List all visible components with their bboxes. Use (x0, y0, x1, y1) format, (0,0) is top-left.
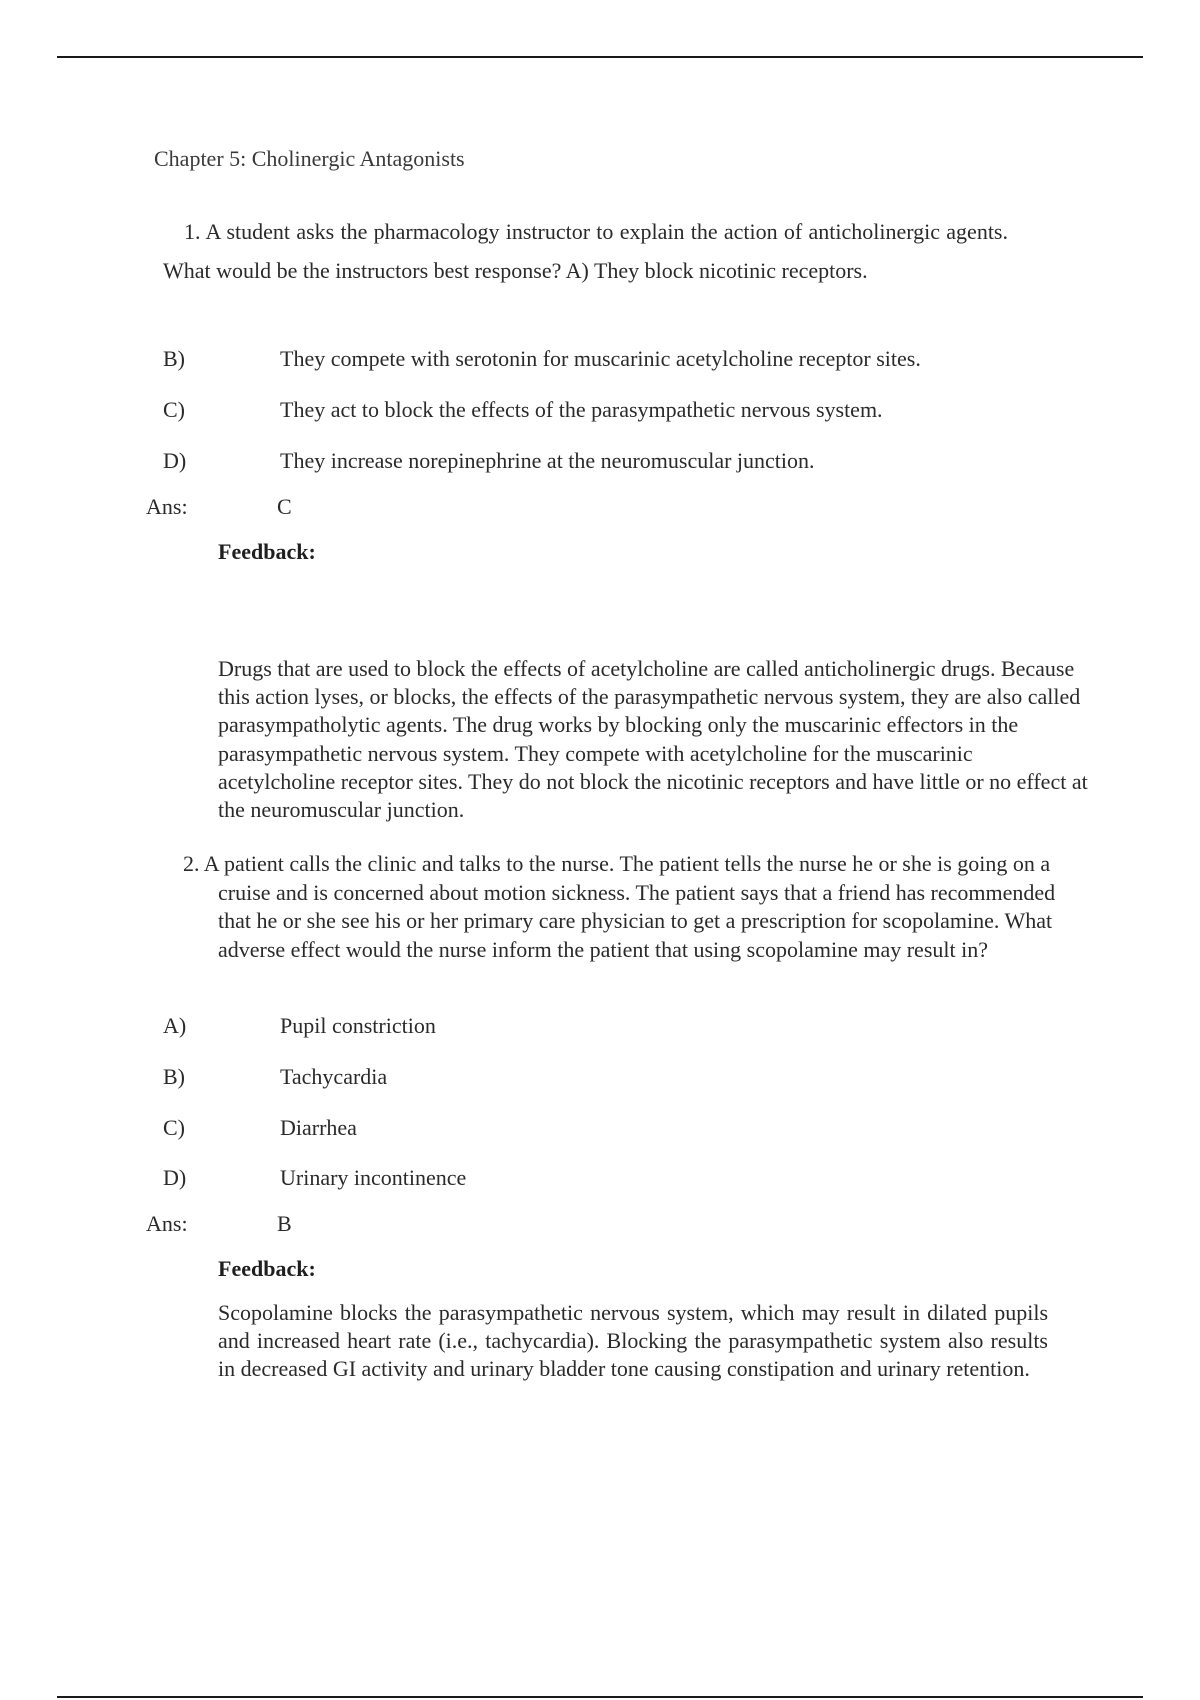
footer-rule (57, 1696, 1143, 1698)
q2-option-a-letter: A) (163, 1013, 187, 1038)
q1-option-d-letter: D) (163, 448, 187, 473)
q2-option-c-letter: C) (163, 1115, 185, 1140)
q2-option-b-text: Tachycardia (280, 1064, 388, 1089)
q1-answer-label: Ans: (146, 494, 188, 519)
q2-answer-label: Ans: (146, 1211, 188, 1236)
q1-option-c-letter: C) (163, 397, 185, 422)
chapter-title: Chapter 5: Cholinergic Antagonists (154, 146, 465, 171)
q1-option-b-text: They compete with serotonin for muscarinic acetylcholine receptor sites. (280, 346, 921, 371)
header-rule (57, 56, 1143, 58)
q2-answer-value: B (277, 1211, 292, 1236)
question-1-stem: 1. A student asks the pharmacology instructor to explain the action of anticholinergic agents. What would be the instructors best response? A) They block nicotinic receptors. (163, 219, 1008, 283)
q2-feedback-label: Feedback: (218, 1256, 316, 1281)
q2-option-a-text: Pupil constriction (280, 1013, 436, 1038)
q2-option-c-text: Diarrhea (280, 1115, 357, 1140)
q2-option-d-text: Urinary incontinence (280, 1165, 467, 1190)
q2-option-b-letter: B) (163, 1064, 185, 1089)
q1-option-c-text: They act to block the effects of the parasympathetic nervous system. (280, 397, 883, 422)
q1-answer-value: C (277, 494, 292, 519)
q1-feedback-label: Feedback: (218, 539, 316, 564)
question-2-stem: 2. A patient calls the clinic and talks to the nurse. The patient tells the nurse he or she is going on a cruise and is concerned about motion sickness. The patient says that a friend has recommended that he or she see his or her primary care physician to get a prescription for scopolamine. What adverse effect would the nurse inform the patient that using scopolamine may result in? (183, 851, 1056, 962)
q2-option-d-letter: D) (163, 1165, 187, 1190)
q1-option-d-text: They increase norepinephrine at the neuromuscular junction. (280, 448, 815, 473)
q1-option-b-letter: B) (163, 346, 185, 371)
q1-feedback-text: Drugs that are used to block the effects of acetylcholine are called anticholinergic drugs. Because this action lyses, or blocks, the effects of the parasympathetic nervous system, they are also called parasympatholytic agents. The drug works by blocking only the muscarinic effectors in the parasympathetic nervous system. They compete with acetylcholine for the muscarinic acetylcholine receptor sites. They do not block the nicotinic receptors and have little or no effect at the neuromuscular junction. (218, 656, 1088, 823)
q2-feedback-text: Scopolamine blocks the parasympathetic nervous system, which may result in dilated pupils and increased heart rate (i.e., tachycardia). Blocking the parasympathetic system also results in decreased GI activity and urinary bladder tone causing constipation and urinary retention. (218, 1300, 1048, 1382)
